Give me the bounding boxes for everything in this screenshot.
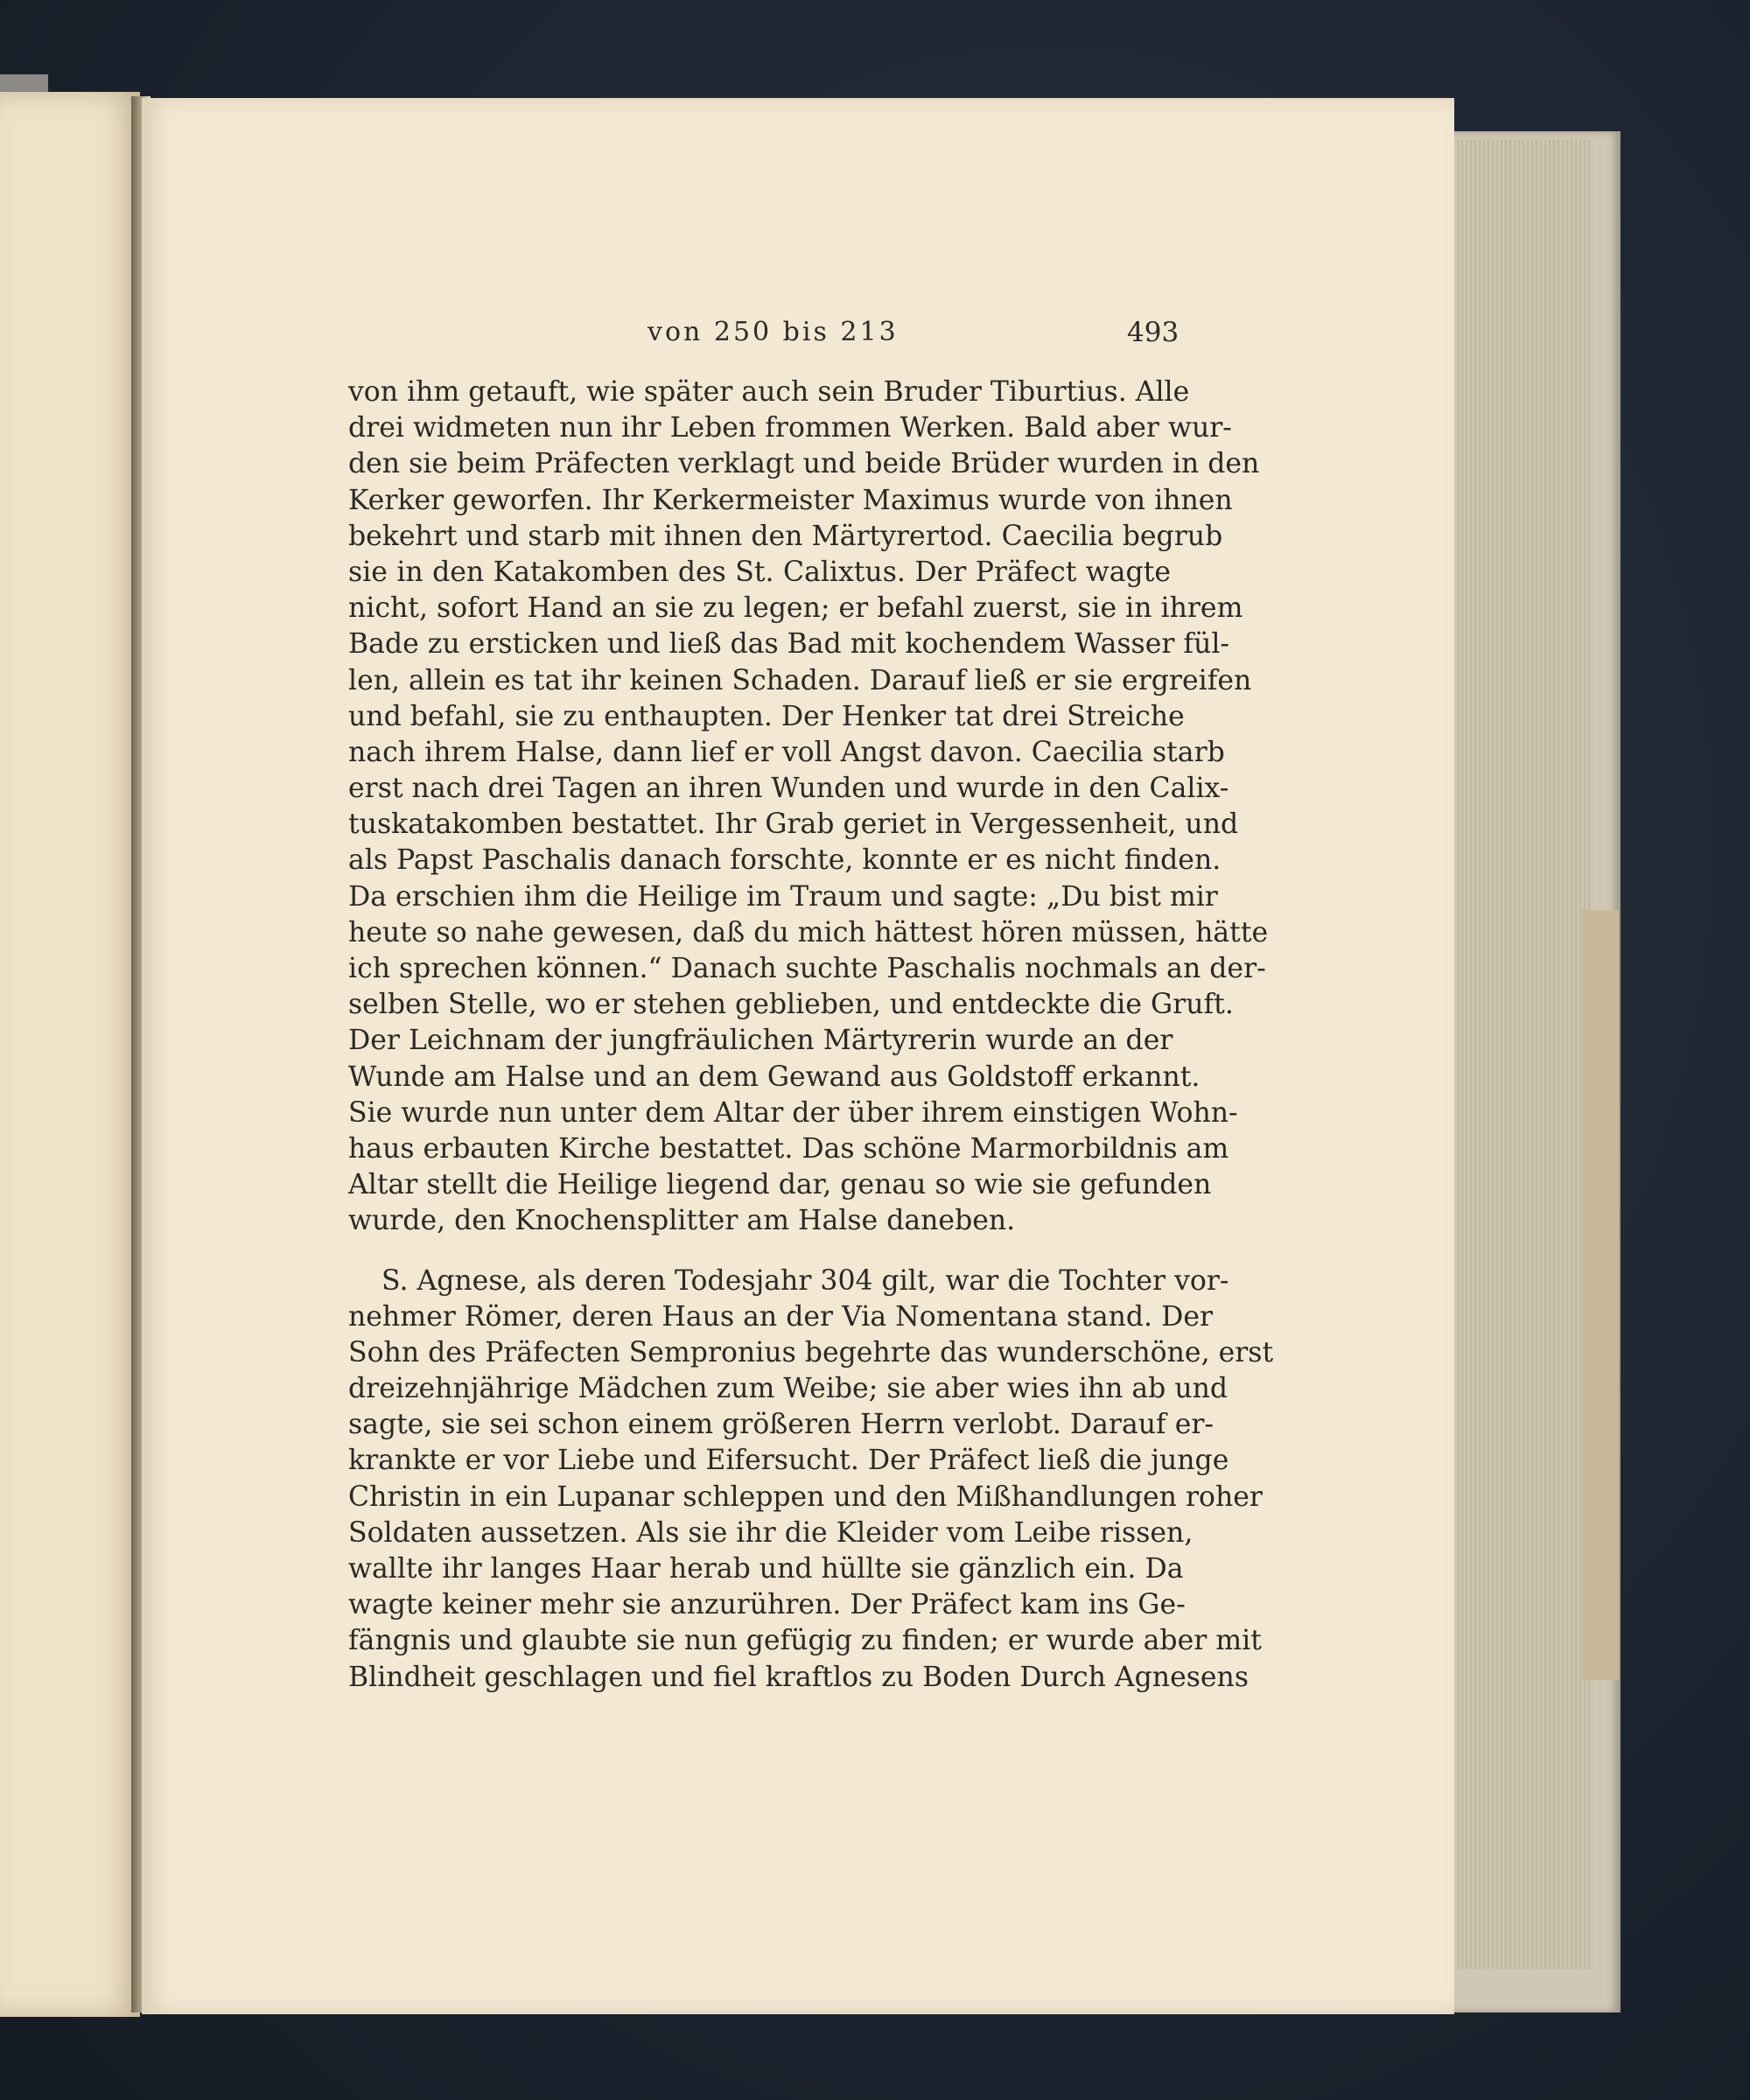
paragraph-2 [348, 1264, 1274, 1696]
text-line: len, allein es tat ihr keinen Schaden. Darauf ließ er sie ergreifen [348, 664, 1252, 696]
text-line: Sie wurde nun unter dem Altar der über ihrem einstigen Wohn- [348, 1096, 1238, 1129]
text-line: ich sprechen können.“ Danach suchte Paschalis nochmals an der- [348, 953, 1266, 984]
body-text [348, 374, 1274, 1696]
text-line: wallte ihr langes Haar herab und hüllte sie gänzlich ein. Da [348, 1553, 1184, 1585]
running-head: von 250 bis 213 [648, 317, 899, 347]
text-line: Soldaten aussetzen. Als sie ihr die Kleider vom Leibe rissen, [348, 1516, 1194, 1549]
text-line: sie in den Katakomben des St. Calixtus. Der Präfect wagte [348, 556, 1171, 588]
text-line: den sie beim Präfecten verklagt und beide Brüder wurden in den [348, 448, 1260, 480]
page-block-edges [1457, 140, 1592, 1969]
text-line: heute so nahe gewesen, daß du mich hättest hören müssen, hätte [348, 916, 1269, 948]
text-line: wagte keiner mehr sie anzurühren. Der Präfect kam ins Ge- [348, 1589, 1186, 1621]
text-line: Kerker geworfen. Ihr Kerkermeister Maximus wurde von ihnen [348, 484, 1233, 516]
text-line: Da erschien ihm die Heilige im Traum und sagte: „Du bist mir [348, 880, 1218, 913]
text-line: als Papst Paschalis danach forschte, konnte er es nicht finden. [348, 844, 1222, 877]
text-line: dreizehnjährige Mädchen zum Weibe; sie aber wies ihn ab und [348, 1373, 1228, 1405]
text-line: Altar stellt die Heilige liegend dar, genau so wie sie gefunden [348, 1169, 1212, 1201]
text-line: nicht, sofort Hand an sie zu legen; er befahl zuerst, sie in ihrem [348, 592, 1243, 625]
text-line: Der Leichnam der jungfräulichen Märtyrerin wurde an der [348, 1025, 1173, 1057]
text-line: und befahl, sie zu enthaupten. Der Henker tat drei Streiche [348, 700, 1185, 732]
text-line: Wunde am Halse und an dem Gewand aus Goldstoff erkannt. [348, 1060, 1200, 1093]
text-line: sagte, sie sei schon einem größeren Herrn verlobt. Darauf er- [348, 1409, 1214, 1441]
text-line: bekehrt und starb mit ihnen den Märtyrertod. Caecilia begrub [348, 520, 1223, 552]
text-line: fängnis und glaubte sie nun gefügig zu finden; er wurde aber mit [348, 1625, 1262, 1657]
text-line: drei widmeten nun ihr Leben frommen Werken. Bald aber wur- [348, 412, 1232, 444]
page-number: 493 [1127, 317, 1180, 348]
left-page-strip [0, 74, 48, 92]
left-page [0, 92, 140, 2017]
text-line: Blindheit geschlagen und fiel kraftlos zu Boden Durch Agnesens [348, 1661, 1249, 1693]
text-line: nehmer Römer, deren Haus an der Via Nomentana stand. Der [348, 1300, 1214, 1333]
text-line: Christin in ein Lupanar schleppen und den Mißhandlungen roher [348, 1480, 1263, 1513]
text-line: S. Agnese, als deren Todesjahr 304 gilt, war die Tochter vor- [382, 1264, 1229, 1297]
text-line: Bade zu ersticken und ließ das Bad mit kochendem Wasser fül- [348, 628, 1230, 661]
text-line: krankte er vor Liebe und Eifersucht. Der Präfect ließ die junge [348, 1445, 1229, 1477]
text-line: nach ihrem Halse, dann lief er voll Angst davon. Caecilia starb [348, 736, 1225, 768]
paragraph-gap [348, 1240, 1171, 1264]
cover-discoloration [1582, 910, 1619, 1680]
text-line: von ihm getauft, wie später auch sein Bruder Tiburtius. Alle [348, 376, 1190, 408]
text-line: selben Stelle, wo er stehen geblieben, und entdeckte die Gruft. [348, 989, 1234, 1021]
text-line: wurde, den Knochensplitter am Halse daneben. [348, 1205, 1016, 1237]
text-line: Sohn des Präfecten Sempronius begehrte das wunderschöne, erst [348, 1336, 1274, 1368]
text-line: erst nach drei Tagen an ihren Wunden und wurde in den Calix- [348, 773, 1229, 805]
text-line: tuskatakomben bestattet. Ihr Grab geriet in Vergessenheit, und [348, 808, 1239, 841]
text-line: haus erbauten Kirche bestattet. Das schöne Marmorbildnis am [348, 1132, 1229, 1165]
paragraph-1 [348, 374, 1269, 1240]
